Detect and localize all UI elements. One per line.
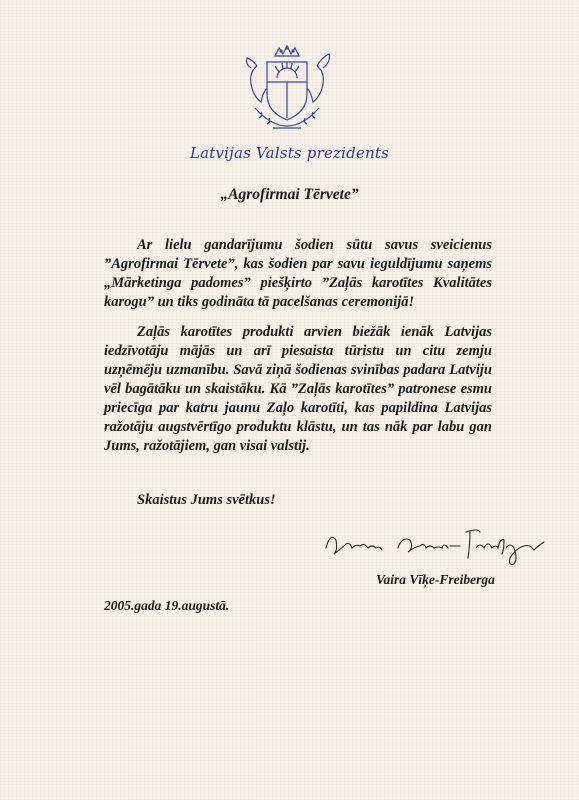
letter-date: 2005.gada 19.augustā. [104, 598, 230, 613]
letter-paragraph-2: Zaļās karotītes produkti arvien biežāk ienāk Latvijas iedzīvotāju mājās un arī piesaista tūristu un citu zemju uzņēmēju uzmanību. Savā ziņā šodienas svinības padara Latviju vēl bagātāku un skaistāku. Kā ”Zaļās karotītes” patronese esmu priecīga par katru jaunu Zaļo karotīti, kas papildina Latvijas ražotāju augstvērtīgo produktu klāstu, un tas nāk par labu gan Jums, ražotājiem, gan visai valstij. [104, 324, 492, 454]
recipient-line: „Agrofirmai Tērvete” [220, 186, 359, 203]
signer-name: Vaira Vīķe-Freiberga [376, 572, 495, 587]
letter-paragraph-1: Ar lielu gandarījumu šodien sūtu savus sveicienus ”Agrofirmai Tērvete”, kas šodien par savu ieguldījumu saņems „Mārketinga padomes” piešķirto ”Zaļās karotītes Kvalitātes karogu” un tiks godināta tā pacelšanas ceremonijā! [104, 237, 492, 310]
letterhead-title: Latvijas Valsts prezidents [189, 144, 390, 162]
latvia-coat-of-arms-icon [237, 42, 337, 132]
closing-line: Skaistus Jums svētkus! [137, 492, 276, 508]
handwritten-signature [320, 518, 552, 570]
